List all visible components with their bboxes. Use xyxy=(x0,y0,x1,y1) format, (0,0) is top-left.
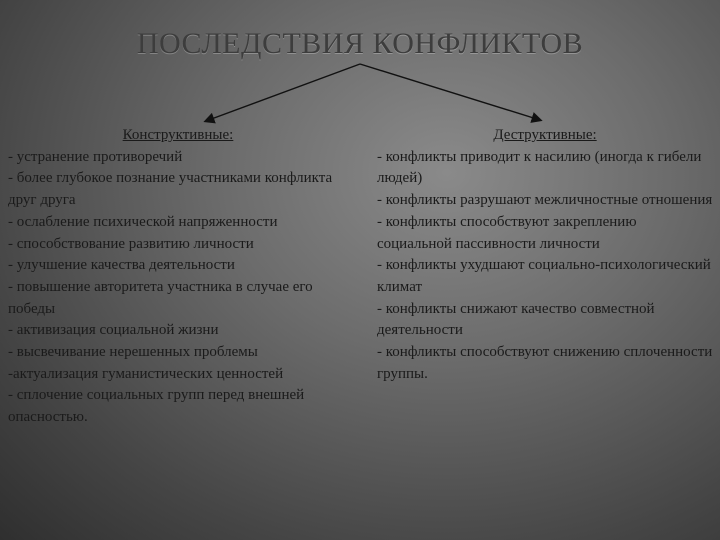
destructive-column xyxy=(377,125,713,385)
list-item: -актуализация гуманистических ценностей xyxy=(8,365,284,382)
constructive-heading: Конструктивные: xyxy=(122,127,234,143)
constructive-list xyxy=(8,147,343,429)
list-item: - конфликты способствуют снижению сплоченности группы. xyxy=(377,344,713,382)
list-item: - улучшение качества деятельности xyxy=(8,257,235,274)
slide-title: ПОСЛЕДСТВИЯ КОНФЛИКТОВ xyxy=(136,27,584,60)
arrow-right xyxy=(360,64,540,120)
destructive-heading: Деструктивные: xyxy=(493,127,597,143)
list-item: - повышение авторитета участника в случае его победы xyxy=(8,278,313,317)
list-item: - высвечивание нерешенных проблемы xyxy=(8,344,258,361)
destructive-list xyxy=(377,147,713,386)
list-item: - конфликты разрушают межличностные отношения xyxy=(377,192,713,209)
list-item: - конфликты приводит к насилию (иногда к гибели людей) xyxy=(377,148,702,187)
list-item: - сплочение социальных групп перед внешней опасностью. xyxy=(8,387,305,426)
arrow-left xyxy=(206,64,360,121)
list-item: - более глубокое познание участниками конфликта друг друга xyxy=(8,170,333,209)
list-item: - устранение противоречий xyxy=(8,148,183,165)
list-item: - конфликты способствуют закреплению социальной пассивности личности xyxy=(377,213,637,252)
list-item: - конфликты ухудшают социально-психологический климат xyxy=(377,257,711,295)
constructive-column xyxy=(8,125,343,429)
list-item: - конфликты снижают качество совместной деятельности xyxy=(377,300,655,339)
list-item: - ослабление психической напряженности xyxy=(8,213,278,230)
list-item: - способствование развитию личности xyxy=(8,235,254,252)
list-item: - активизация социальной жизни xyxy=(8,322,219,339)
